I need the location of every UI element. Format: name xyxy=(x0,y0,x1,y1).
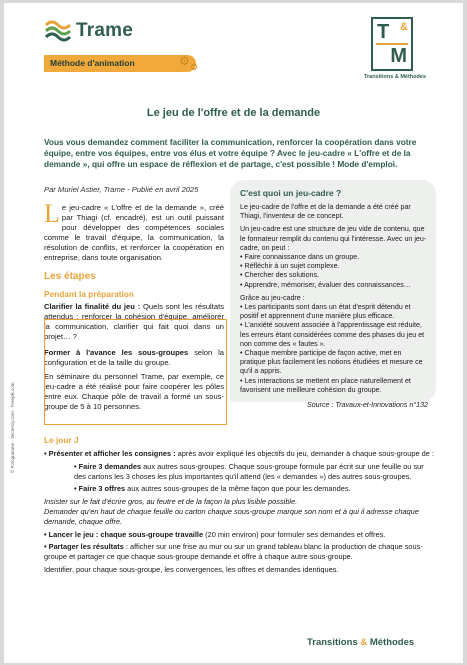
tm-logo-t: T xyxy=(377,21,390,43)
sidebar-bullet: • Réfléchir à un sujet complexe. xyxy=(240,262,340,271)
sidebar-bullet: • Les participants sont dans un état d'esprit détendu et positif et apprennent d'une manière plus efficace. xyxy=(240,303,411,321)
gear-icon: ⚙ xyxy=(179,54,190,68)
jour-heading: Le jour J xyxy=(44,435,79,445)
sidebar-bullet: • Chercher des solutions. xyxy=(240,271,319,280)
jour-step-3-text: : afficher sur une frise au mur ou sur un grand tableau blanc la production de chaque sous-groupe et partager ce que chaque sous-groupe demande et offre à chaque autre sous-groupe. xyxy=(44,542,423,562)
etapes-heading: Les étapes xyxy=(44,271,96,282)
jour-step-4: Identifier, pour chaque sous-groupe, les convergences, les offres et demandes identiques. xyxy=(44,564,339,574)
jour-step-2-text: (20 min environ) pour formuler ses demandes et offres. xyxy=(203,529,386,539)
jour-step-2 xyxy=(44,530,436,540)
orange-frame xyxy=(44,319,227,425)
section-label: Méthode d'animation xyxy=(44,55,196,72)
jour-step-3 xyxy=(44,542,436,562)
jour-step-1-text: après avoir expliqué les objectifs du jeu, demander à chaque sous-groupe de : xyxy=(175,449,435,458)
logo-text: Trame xyxy=(76,20,133,41)
preparation-heading: Pendant la préparation xyxy=(44,289,134,299)
footer-part2: Méthodes xyxy=(369,637,415,648)
jour-content xyxy=(44,449,436,578)
trame-logo-icon xyxy=(44,19,72,43)
tm-logo-caption: Transitions & Méthodes xyxy=(363,74,427,80)
jour-sub-2-bold: • Faire 3 offres xyxy=(74,484,126,494)
jour-sub-1-bold: • Faire 3 demandes xyxy=(74,461,142,471)
jour-step-1-bold: • Présenter et afficher les consignes : xyxy=(44,449,176,458)
footer-amp: & xyxy=(360,637,368,648)
prep-p2-text: selon la configuration et de la taille du groupe. xyxy=(44,348,224,367)
trame-logo xyxy=(44,19,133,43)
page-title: Le jeu de l'offre et de la demande xyxy=(146,107,321,119)
sidebar-p1: Le jeu-cadre de l'offre et de la demande a été créé par Thiagi, l'inventeur de ce concept. xyxy=(240,203,411,221)
jour-step-3-bold: • Partager les résultats xyxy=(44,542,124,552)
document-page xyxy=(4,3,463,663)
sidebar-p3: Grâce au jeu-cadre : xyxy=(240,293,305,302)
prep-p1-bold: Clarifier la finalité du jeu : xyxy=(44,302,141,311)
tm-logo-m: M xyxy=(390,45,407,67)
sidebar-title: C'est quoi un jeu-cadre ? xyxy=(240,188,342,198)
photo-credit: © Fotogramme · Vecteezy.com · Freepik.com xyxy=(10,382,15,473)
footer-part1: Transitions xyxy=(307,637,358,648)
tm-logo-amp: & xyxy=(400,21,408,33)
prep-p1-text: Quels sont les résultats attendus : renforcer la cohésion d'équipe, améliorer la communication, clarifier qui fait quoi dans un projet… ? xyxy=(44,302,224,341)
sidebar-source: Source : Travaux-et-Innovations n°132 xyxy=(307,401,428,410)
jour-sub-1 xyxy=(74,462,436,482)
sidebar-bullet: • Apprendre, mémoriser, évaluer des connaissances… xyxy=(240,280,411,289)
byline: Par Muriel Astier, Trame - Publié en avril 2025 xyxy=(44,185,199,194)
sidebar-bullet: • L'anxiété souvent associée à l'apprentissage est réduite, les erreurs étant considérées comme des phases du jeu et non comme des « fautes ». xyxy=(240,321,425,348)
sidebar-bullet: • Chaque membre participe de façon active, met en pratique plus facilement les notions étudiées et mesure ce qu'il a appris. xyxy=(240,349,423,376)
jour-step-2-bold: • Lancer le jeu : chaque sous-groupe travaille xyxy=(44,529,204,539)
sidebar-p2: Un jeu-cadre est une structure de jeu vide de contenu, que le formateur remplit du contenu qui l'intéresse. Avec un jeu-cadre, on peut : xyxy=(240,225,427,252)
tm-logo xyxy=(371,17,413,71)
prep-p2-bold: Former à l'avance les sous-groupes xyxy=(44,348,189,357)
jour-sub-2-text: aux autres sous-groupes de la même façon que pour les demandes. xyxy=(125,484,351,494)
intro-paragraph: Vous vous demandez comment faciliter la communication, renforcer la coopération dans votre équipe, entre vos équipes, entre vos élus et votre équipe ? Avec le jeu-cadre « L'offre et de la demande », qui offre un espace de réflexion et de partage, c'est possible ! Mode d'emploi. xyxy=(44,137,417,169)
dropcap: L xyxy=(44,199,60,228)
jour-note-1: Insister sur le fait d'écrire gros, au feutre et de la façon la plus lisible possible. xyxy=(44,497,298,507)
lead-text: e jeu-cadre « L'offre et de la demande », créé par Thiagi (cf. encadré), est un outil puissant pour développer des compétences sociales comme le travail d'équipe, la communication, la résolution de conflits, et renforcer la coopération en entreprise, dans toute organisation. xyxy=(44,203,224,262)
prep-paragraph-3: En séminaire du personnel Trame, par exemple, ce jeu-cadre a été réalisé pour faire coopérer les pôles entre eux. Chaque pôle de travail a formé un sous-groupe de 5 à 10 personnes. xyxy=(44,372,224,411)
gear-small-icon: ⚙ xyxy=(190,62,199,72)
sidebar-bullet: • Faire connaissance dans un groupe. xyxy=(240,253,360,262)
jour-sub-1-text: aux autres sous-groupes. Chaque sous-groupe formule par écrit sur une feuille ou sur des cartons les 3 choses les plus importantes qu'il attend (les « demandes ») des autres sous-groupes. xyxy=(74,461,424,481)
sidebar-bullet: • Les interactions se mettent en place naturellement et favorisent une meilleure cohésion du groupe. xyxy=(240,376,411,394)
jeu-cadre-sidebar xyxy=(230,180,436,410)
jour-sub-2 xyxy=(74,484,436,494)
lead-paragraph xyxy=(44,199,224,263)
footer-brand xyxy=(307,637,414,648)
jour-step-1 xyxy=(44,449,436,459)
jour-note-2: Demander qu'en haut de chaque feuille ou carton chaque sous-groupe marque son nom et à qui il adresse chaque demande, chaque offre. xyxy=(44,506,419,526)
